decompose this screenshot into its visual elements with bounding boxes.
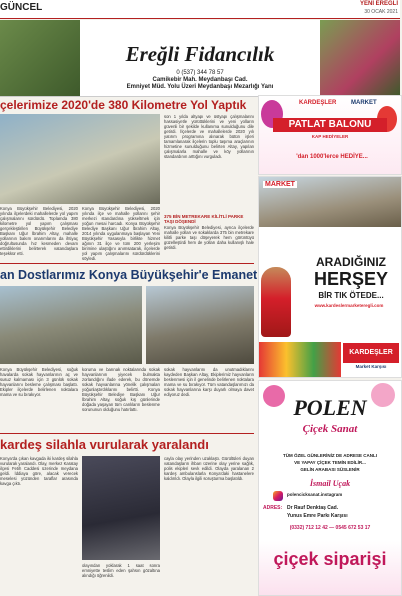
article2-col1: Konya Büyükşehir Belediyesi, soğuk havalarda sokak hayvanlarının aç ve susuz kalmaması için 3 günlük sokak hayvanlarını besleme çalışması başlattı. Ekipler ilçelerde belirlenen noktalara mama ve su bırakıyor. <box>0 367 78 397</box>
ad-polen-cicek <box>258 380 402 596</box>
article3-col3: cayla olay yerinden uzaklaştı. Gürültüleri duyan vatandaşların ihbarı üzerine olay yerine sağlık, polis ekipleri sevk edildi. Olayda yaralanan 2 kardeş ambulanslarla Konya'daki hastanelere kaldırıldı. Olayla ilgili soruşturma başlatıldı. <box>164 456 254 481</box>
ad-patlat-balonu <box>258 95 402 175</box>
paper-name: YENİ EREĞLİ <box>359 1 398 7</box>
ad-patlat-prize: 'dan 1000'lerce HEDİYE... <box>296 154 368 160</box>
ad-slogan-line2: HERŞEY <box>313 269 389 289</box>
ad-logo-subtitle: Market Karşısı <box>355 364 387 369</box>
ad-brand-kardesler: KARDEŞLER <box>299 100 337 106</box>
ad-address-line2: Emniyet Müd. Yolu Üzeri Meydanbaşı Mezarlığı Yanı <box>126 84 274 90</box>
article1-col3: son 1 yılda altyapı ve üstyapı çalışmalarını hassasiyetle yürüttüklerini ve yeni yolların güvenli bir şekilde kullanıma sunulduğunu dile getirdi. İlçelerde ve mahallelerde 2020 yılı yatırım programına alınarak bütün işleri tamamlanarak ilçelerin toplu taşıma araçlarının hizmetine sunulduğunu belirten Altay, yapılan çalışmalarla mahalle ve köy yollarının standardının arttığını vurguladı. <box>164 114 254 159</box>
ad-photo-produce <box>259 342 341 377</box>
ad-website: www.kardeslermarketeregli.com <box>314 303 384 308</box>
ad-address-line1: Camikebir Mah. Meydanbaşı Cad. <box>152 77 248 83</box>
issue-date: 30 OCAK 2021 <box>364 9 398 15</box>
ad-title: Ereğli Fidancılık <box>125 42 275 66</box>
ad-phone: 0 (537) 344 78 57 <box>176 70 224 76</box>
ad-polen-person: İsmail Uçak <box>309 479 351 488</box>
ad-kardesler-market <box>258 176 402 378</box>
section-label: GÜNCEL <box>0 2 43 13</box>
ad-slogan-line1: ARADIĞINIZ <box>316 255 386 269</box>
page-header <box>0 0 400 19</box>
ad-polen-address-label: ADRES: <box>263 505 283 511</box>
article2-col2: koruma ve barınak noktalarında sokak hayvanlarının yiyecek bulmakta zorlandığını ifade ederek, bu dönemde sokak hayvanlarına yönelik çalışmaları yoğunlaştırdıklarını belirtti. Konya Büyükşehir Belediye Başkanı Uğur İbrahim Altay, soğuk kış günlerinde doğada yaşayan tüm canlıların beslenme sorununun olduğunu hatırlattı. <box>82 367 160 412</box>
article2-col3: sokak hayvanlarını da unutmadıklarını kaydeden Başkan Altay, Ekiplerimiz hayvanların beslenmesi için il genelinde belirlenen noktalara mama ve su bırakıyor. Tüm vatandaşlarımızı da sokak hayvanlarına karşı duyarlı olmaya davet ediyoruz dedi. <box>164 367 254 397</box>
ad-slogan-line3: BİR TIK ÖTEDE... <box>318 291 384 300</box>
ad-patlat-title: PATLAT BALONU <box>273 118 387 132</box>
article2-photo-shelter <box>0 286 142 364</box>
ad-patlat-subtitle: KAP HEDİYELER <box>311 134 349 139</box>
ad-polen-address1: Dr Rauf Denktaş Cad. <box>287 505 339 511</box>
ad-polen-instagram: polencicksanat.instagram <box>287 492 343 497</box>
article3-col2: olayından yoklarak 1 saat sonra emniyette teslim eden şahsın gözaltına alındığı öğrenildi. <box>82 563 160 578</box>
article1-col1: Konya Büyükşehir Belediyesi, 2020 yılında ilçelerdeki mahallelerde yol yapım çalışmalarını sürdürdü. Toplamda 380 kilometre yol yapım çalışması gerçekleştirilen Büyükşehir Belediye Başkanı Uğur İbrahim Altay, mahalle yollarının bakım onarımlarını da ihtiyaç doğrultusunda hız kesmeden devam ettirdiklerini belirterek vatandaşlara teşekkür etti. <box>0 206 78 256</box>
divider <box>0 263 254 264</box>
article1-col3b: Konya Büyükşehir Belediyesi, ayrıca ilçelerde mahalle yolları ve sokaklarda 375 bin metrekare kilitli parke taşı döşeyerek hem görüntüyü güzelleştirdi hem de yolları daha kullanışlı hale getirdi. <box>164 225 254 250</box>
ad-logo-kardesler: KARDEŞLER <box>343 343 399 363</box>
ad-polen-desc1: TÜM ÖZEL GÜNLERİNİZ DE ADRESE CANLI <box>282 453 377 458</box>
ad-fidancilik <box>0 20 400 97</box>
ad-polen-footer: çiçek siparişi <box>273 549 387 569</box>
ad-photo-woman <box>261 267 291 337</box>
divider <box>0 433 254 434</box>
ad-photo-plants-left <box>0 20 80 96</box>
ad-polen-phones: (0332) 712 12 42 — 0545 672 53 17 <box>289 525 371 531</box>
article3-headline: kardeş silahla vurularak yaralandı <box>0 437 209 452</box>
ad-market-sign: MARKET <box>265 181 295 188</box>
article2-headline: an Dostlarımız Konya Büyükşehir'e Emanet <box>0 268 258 282</box>
ad-polen-name: POLEN <box>293 395 367 420</box>
ad-polen-desc2: VE YAPAY ÇİÇEK TEMİN EDİLİR... <box>294 460 366 465</box>
instagram-icon <box>273 491 283 501</box>
article3-col1: Konya'da çıkan kavgada iki kardeş silahla vurularak yaralandı. Olay, merkez Karatay ilçesi Fetih Caddesi üzerinde meydana geldi. İddiaya göre, alacak verecek meselesi yüzünden taraflar arasında kavga çıktı. <box>0 456 78 486</box>
article1-col2: Konya Büyükşehir Belediyesi, 2020 yılında ilçe ve mahalle yollarını şehir merkezi standardına yükseltmek için yoğun mesai harcadı. Konya Büyükşehir Belediye Başkanı Uğur İbrahim Altay, 2014 yılında uygulanmaya başlayan Yeni Büyükşehir Yasasıyla birlikte hizmet ağının 31 ilçe ve tüm 200 yerleşim birimine ulaştığını anımsatarak, ilçelerde yol yapım çalışmalarını sürdürdüklerini söyledi. <box>82 206 160 261</box>
ad-polen-address2: Yunus Emre Parkı Karşısı <box>287 513 348 519</box>
article1-subhead: 375 BİN METREKARE KİLİTLİ PARKE TAŞI DÖŞENDİ <box>164 214 244 224</box>
ad-polen-desc3: GELİN ARABASI SÜSLENİR <box>300 467 360 472</box>
ad-polen-subtitle: Çiçek Sanat <box>302 423 358 435</box>
article3-photo-night <box>82 456 160 560</box>
ad-brand-market: MARKET <box>351 100 377 106</box>
article2-photo-worker <box>146 286 254 364</box>
article1-headline: çelerimize 2020'de 380 Kilometre Yol Yaptık <box>0 98 247 112</box>
article1-photo-road <box>0 114 160 204</box>
ad-photo-plants-right <box>320 20 400 96</box>
